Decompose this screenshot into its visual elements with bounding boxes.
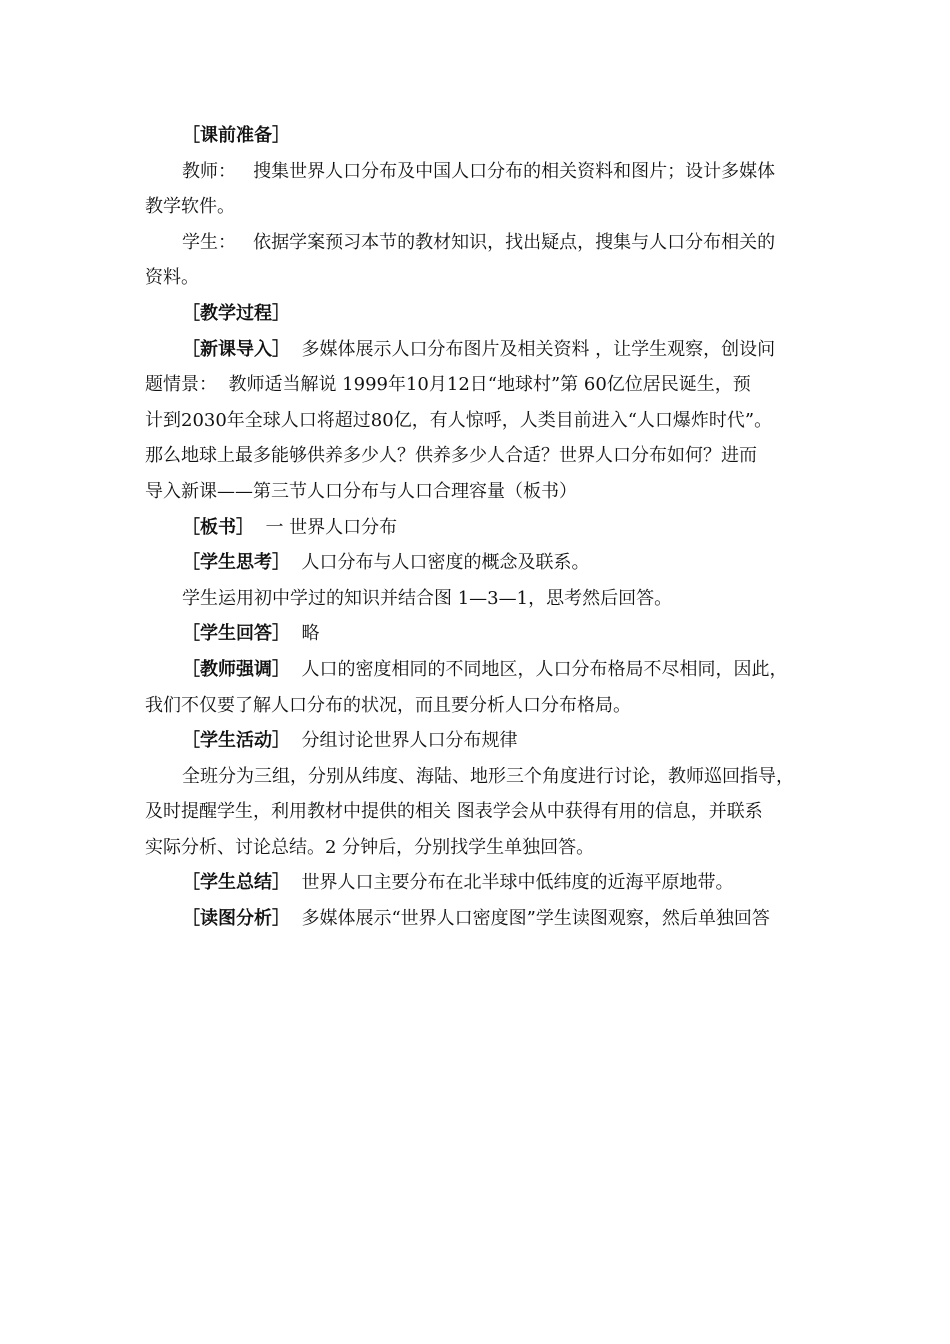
student-prep-line-1: 学生： 依据学案预习本节的教材知识，找出疑点，搜集与人口分布相关的: [182, 231, 776, 253]
intro-text-1: 多媒体展示人口分布图片及相关资料 ，让学生观察，创设问: [301, 338, 776, 360]
emphasis-tag: ［教师强调］: [182, 658, 290, 680]
section-heading-process: ［教学过程］: [182, 302, 290, 324]
teacher-prep-line-1: 教师： 搜集世界人口分布及中国人口分布的相关资料和图片；设计多媒体: [182, 160, 776, 182]
intro-line-2: 题情景： 教师适当解说 1999年10月12日“地球村”第 60亿位居民诞生，预: [145, 374, 751, 396]
answer-line: [145, 616, 810, 652]
group-line-2: 及时提醒学生，利用教材中提供的相关 图表学会从中获得有用的信息，并联系: [145, 801, 763, 823]
think-tag: ［学生思考］: [182, 552, 290, 574]
summary-tag: ［学生总结］: [182, 872, 290, 894]
emphasis-text-1: 人口的密度相同的不同地区，人口分布格局不尽相同，因此，: [301, 658, 788, 680]
intro-line-4: 那么地球上最多能够供养多少人？供养多少人合适？世界人口分布如何？进而: [145, 445, 757, 467]
emphasis-line-1: [145, 652, 810, 688]
think-line: [145, 545, 810, 581]
section-heading-prep: ［课前准备］: [182, 125, 290, 146]
board-line: [145, 510, 810, 546]
map-analysis-tag: ［读图分析］: [182, 908, 290, 930]
map-analysis-text: 多媒体展示“世界人口密度图”学生读图观察，然后单独回答: [301, 908, 770, 930]
intro-line-1: [145, 332, 810, 368]
board-text: 一 世界人口分布: [265, 516, 398, 538]
activity-tag: ［学生活动］: [182, 730, 290, 752]
intro-line-3: 计到2030年全球人口将超过80亿，有人惊呼，人类目前进入“人口爆炸时代”。: [145, 409, 773, 431]
summary-text: 世界人口主要分布在北半球中低纬度的近海平原地带。: [301, 872, 734, 894]
board-tag: ［板书］: [182, 516, 254, 538]
intro-line-5: 导入新课——第三节人口分布与人口合理容量（板书）: [145, 480, 577, 502]
student-prep-line-2: 资料。: [145, 267, 199, 289]
activity-text: 分组讨论世界人口分布规律: [301, 730, 518, 752]
group-line-3: 实际分析、讨论总结。2 分钟后，分别找学生单独回答。: [145, 836, 595, 858]
emphasis-line-2: 我们不仅要了解人口分布的状况，而且要分析人口分布格局。: [145, 694, 631, 716]
answer-tag: ［学生回答］: [182, 623, 290, 645]
summary-line: [145, 865, 810, 901]
think-text: 人口分布与人口密度的概念及联系。: [301, 552, 590, 574]
teacher-prep-line-2: 教学软件。: [145, 196, 235, 218]
document-page: [145, 118, 810, 937]
apply-line: 学生运用初中学过的知识并结合图 1—3—1，思考然后回答。: [182, 587, 673, 609]
answer-text: 略: [301, 623, 320, 645]
activity-line: [145, 723, 810, 759]
group-line-1: 全班分为三组，分别从纬度、海陆、地形三个角度进行讨论，教师巡回指导，: [182, 765, 794, 787]
map-analysis-line: [145, 901, 810, 937]
intro-tag: ［新课导入］: [182, 338, 290, 360]
